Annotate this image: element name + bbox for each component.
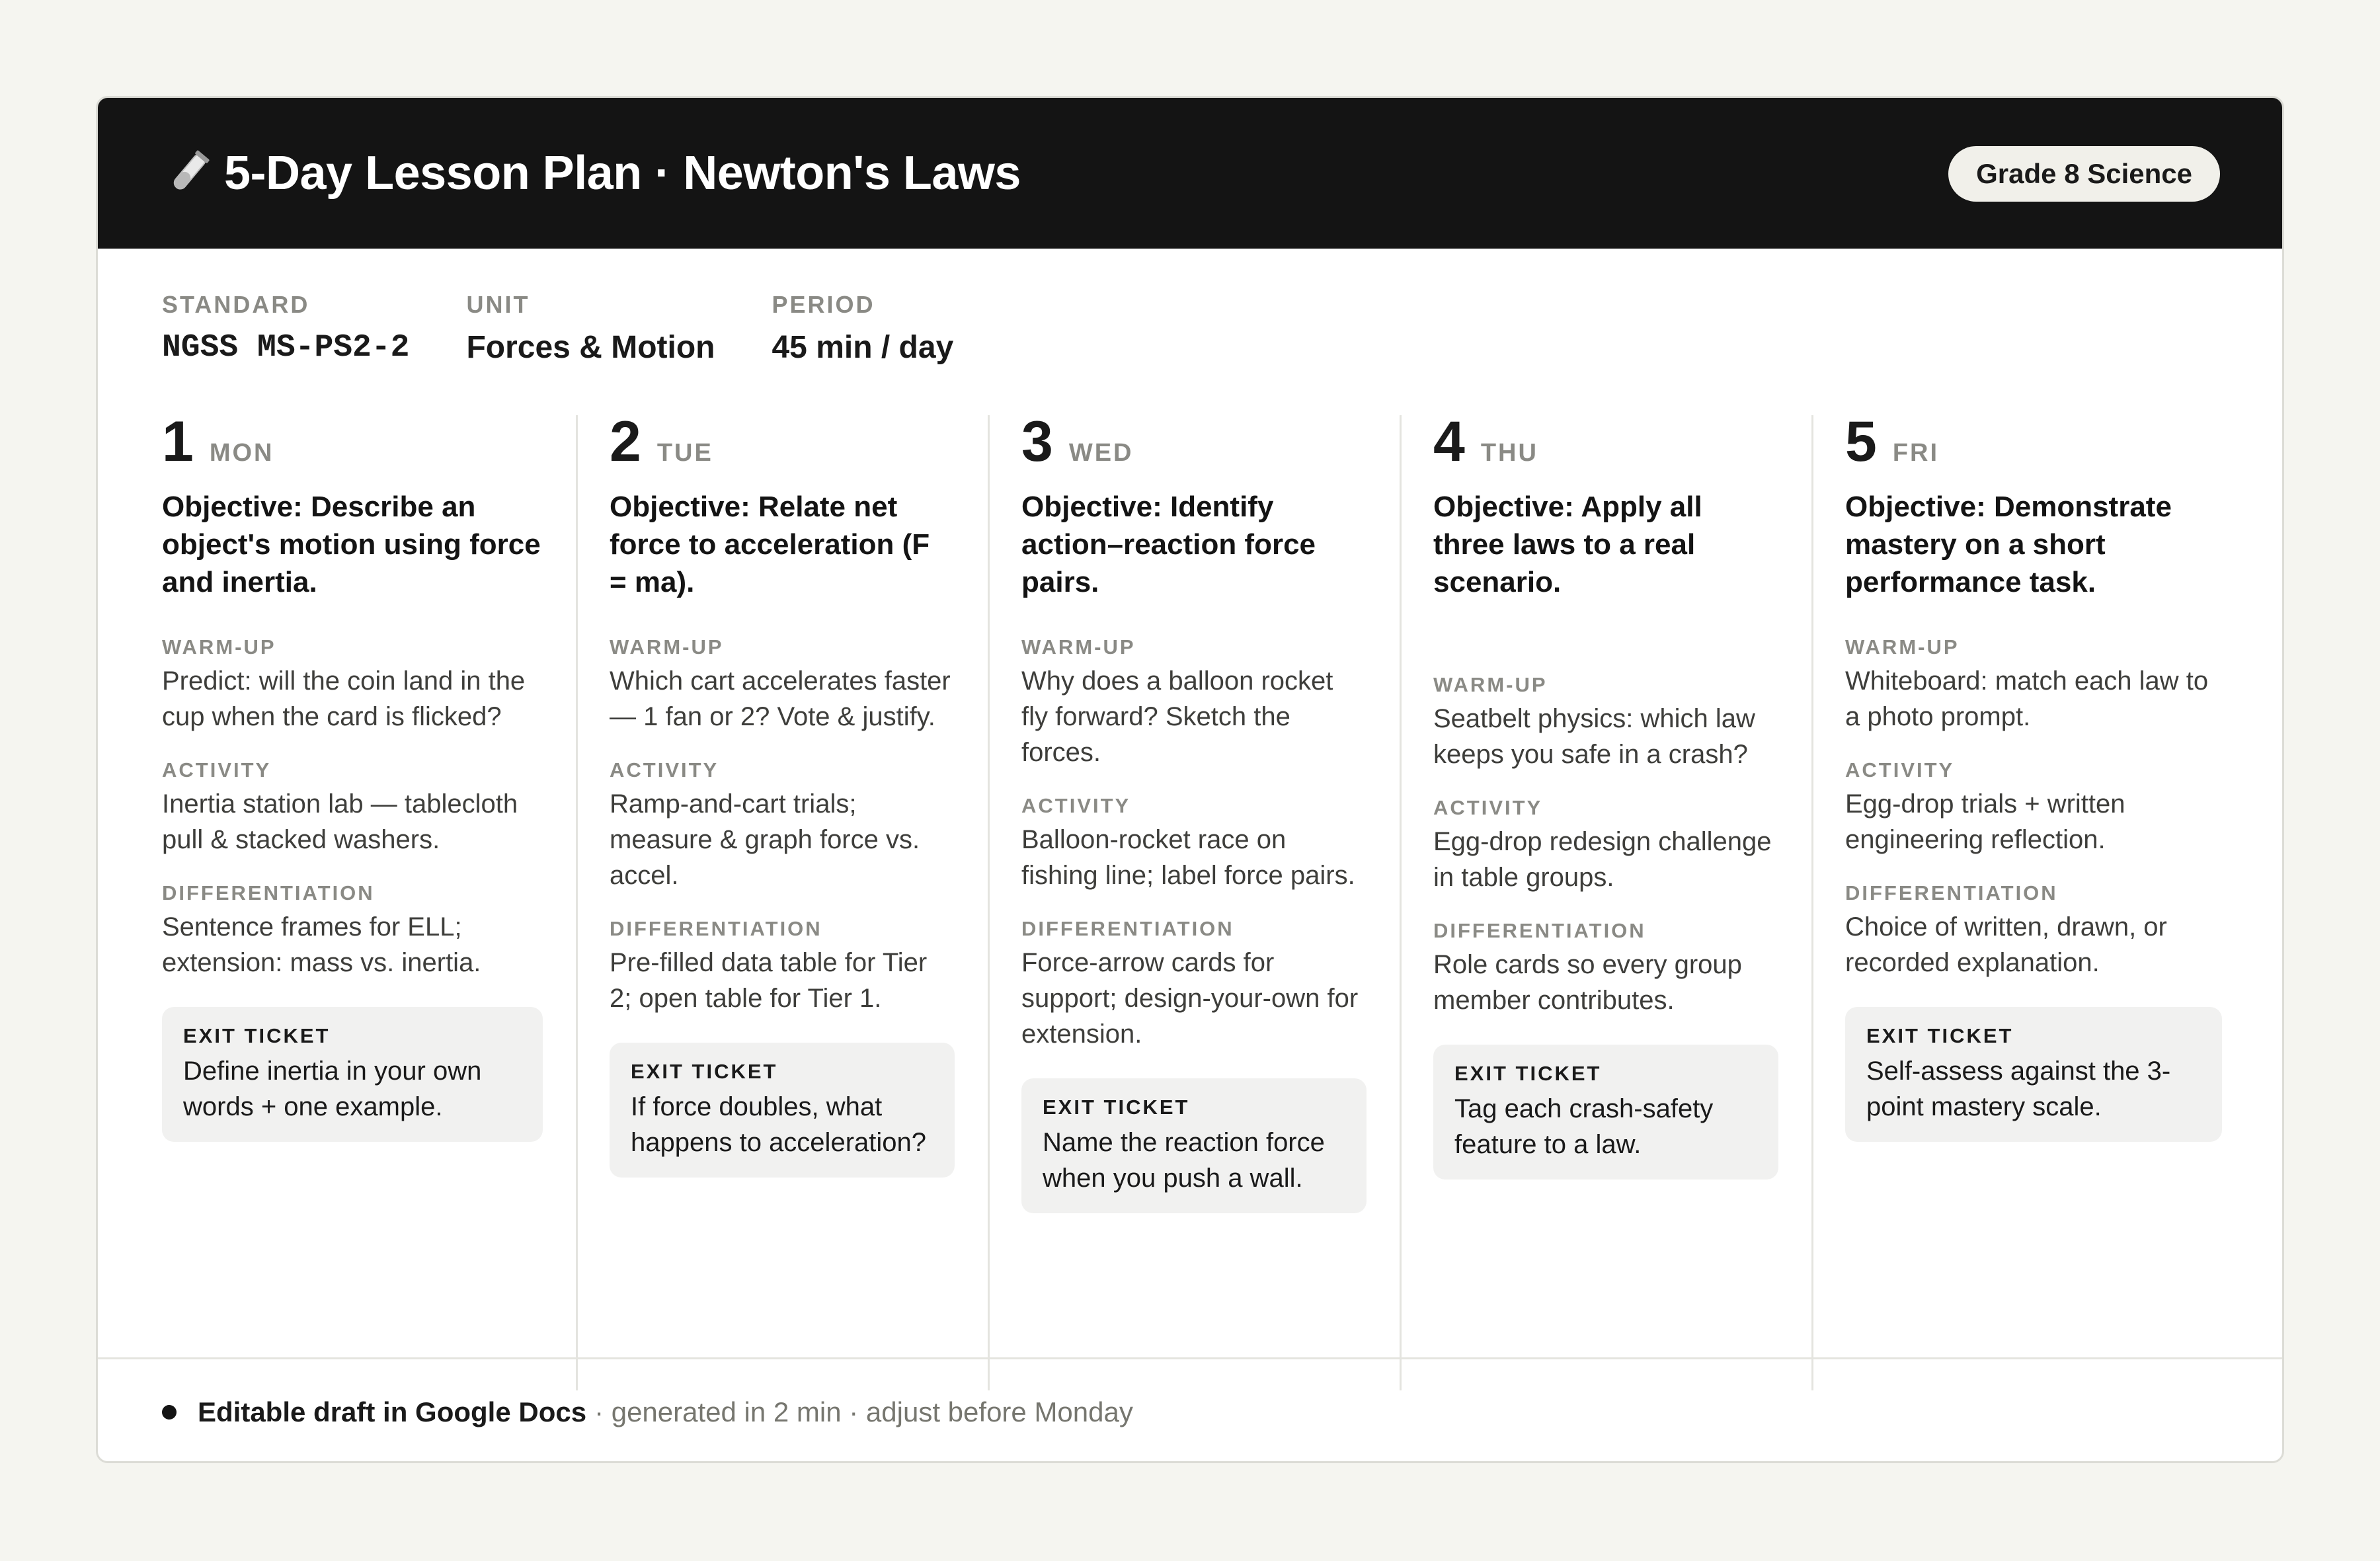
meta-standard: [162, 292, 409, 366]
meta-label: UNIT: [466, 291, 530, 318]
meta-value: NGSS MS-PS2-2: [162, 330, 410, 366]
warmup-section: [1021, 635, 1367, 770]
differentiation-text: Sentence frames for ELL; extension: mass vs. inertia.: [162, 912, 481, 977]
day-name: THU: [1480, 439, 1538, 467]
day-number: 4: [1433, 410, 1465, 473]
title-text: 5-Day Lesson Plan · Newton's Laws: [224, 147, 1021, 200]
day-heading: [1845, 410, 2222, 488]
exit-ticket: [610, 1043, 955, 1178]
day-columns: [162, 410, 2222, 1390]
warmup-section: [610, 635, 955, 735]
activity-section: [1433, 796, 1778, 895]
exit-ticket-text: If force doubles, what happens to acceleration?: [631, 1092, 926, 1157]
warmup-text: Seatbelt physics: which law keeps you safe in a crash?: [1433, 704, 1755, 769]
day-number: 5: [1845, 410, 1877, 473]
day-name: MON: [209, 439, 274, 467]
day-objective: Objective: Relate net force to acceleration (F = ma).: [610, 491, 930, 598]
footer-note: · generated in 2 min · adjust before Monday: [594, 1396, 1133, 1427]
activity-text: Balloon-rocket race on fishing line; label force pairs.: [1021, 825, 1355, 890]
day-objective: Objective: Demonstrate mastery on a short performance task.: [1845, 491, 2172, 598]
meta-value: Forces & Motion: [466, 330, 715, 365]
section-label: WARM-UP: [1021, 635, 1136, 659]
day-column-tue: [576, 410, 988, 1390]
exit-ticket-text: Self-assess against the 3-point mastery scale.: [1866, 1057, 2171, 1121]
day-column-wed: [988, 410, 1400, 1390]
section-label: WARM-UP: [610, 635, 724, 659]
section-label: DIFFERENTIATION: [1845, 881, 2058, 904]
day-heading: [1021, 410, 1367, 488]
section-label: DIFFERENTIATION: [1433, 919, 1646, 942]
activity-section: [1021, 794, 1367, 893]
activity-text: Egg-drop trials + written engineering reflection.: [1845, 789, 2125, 854]
day-column-mon: [162, 410, 576, 1390]
exit-ticket-text: Define inertia in your own words + one example.: [183, 1057, 482, 1121]
day-heading: [1433, 410, 1778, 488]
test-tube-icon: [162, 147, 215, 200]
differentiation-text: Force-arrow cards for support; design-your-own for extension.: [1021, 948, 1359, 1049]
warmup-text: Whiteboard: match each law to a photo prompt.: [1845, 666, 2209, 731]
warmup-section: [1433, 673, 1778, 772]
section-label: ACTIVITY: [1021, 794, 1131, 817]
warmup-text: Which cart accelerates faster — 1 fan or 2? Vote & justify.: [610, 666, 951, 731]
differentiation-section: [1845, 881, 2222, 981]
differentiation-section: [1021, 917, 1367, 1052]
day-name: WED: [1068, 439, 1134, 467]
day-number: 3: [1021, 410, 1053, 473]
footer-status: [162, 1359, 1133, 1463]
activity-section: [610, 758, 955, 893]
exit-ticket-text: Tag each crash-safety feature to a law.: [1454, 1094, 1714, 1159]
activity-section: [162, 758, 543, 858]
section-label: WARM-UP: [1845, 635, 1960, 659]
exit-ticket-label: EXIT TICKET: [1866, 1024, 2014, 1047]
differentiation-text: Choice of written, drawn, or recorded explanation.: [1845, 912, 2167, 977]
exit-ticket-label: EXIT TICKET: [183, 1024, 331, 1047]
meta-label: PERIOD: [772, 291, 875, 318]
exit-ticket-label: EXIT TICKET: [1454, 1062, 1602, 1085]
day-number: 2: [610, 410, 641, 473]
warmup-text: Predict: will the coin land in the cup when the card is flicked?: [162, 666, 526, 731]
day-column-thu: [1400, 410, 1811, 1390]
exit-ticket: [1433, 1045, 1778, 1180]
section-label: DIFFERENTIATION: [610, 917, 822, 940]
exit-ticket-text: Name the reaction force when you push a wall.: [1043, 1128, 1325, 1193]
activity-section: [1845, 758, 2222, 858]
exit-ticket-label: EXIT TICKET: [631, 1060, 778, 1083]
section-label: DIFFERENTIATION: [162, 881, 375, 904]
header-bar: [98, 98, 2282, 249]
meta-row: [162, 292, 1010, 366]
warmup-section: [1845, 635, 2222, 735]
section-label: WARM-UP: [162, 635, 276, 659]
day-name: TUE: [656, 439, 713, 467]
section-label: WARM-UP: [1433, 673, 1548, 696]
day-column-fri: [1811, 410, 2222, 1390]
differentiation-section: [1433, 919, 1778, 1018]
section-label: ACTIVITY: [610, 758, 719, 781]
activity-text: Inertia station lab — tablecloth pull & stacked washers.: [162, 789, 518, 854]
day-objective: Objective: Describe an object's motion using force and inertia.: [162, 491, 541, 598]
meta-label: STANDARD: [162, 291, 310, 318]
exit-ticket: [1021, 1078, 1367, 1213]
day-name: FRI: [1892, 439, 1940, 467]
section-label: ACTIVITY: [1845, 758, 1955, 781]
status-dot-icon: [162, 1405, 177, 1420]
activity-text: Egg-drop redesign challenge in table groups.: [1433, 827, 1772, 892]
lesson-plan-card: [96, 96, 2284, 1463]
warmup-text: Why does a balloon rocket fly forward? Sketch the forces.: [1021, 666, 1333, 767]
grade-badge: Grade 8 Science: [1948, 146, 2220, 202]
differentiation-section: [162, 881, 543, 981]
day-heading: [610, 410, 955, 488]
section-label: DIFFERENTIATION: [1021, 917, 1234, 940]
meta-unit: [466, 292, 715, 366]
differentiation-section: [610, 917, 955, 1016]
exit-ticket: [162, 1007, 543, 1142]
meta-period: [772, 292, 953, 366]
day-number: 1: [162, 410, 194, 473]
footer-doc-link[interactable]: Editable draft in Google Docs: [198, 1396, 587, 1427]
differentiation-text: Role cards so every group member contributes.: [1433, 950, 1742, 1015]
meta-value: 45 min / day: [772, 330, 954, 365]
activity-text: Ramp-and-cart trials; measure & graph force vs. accel.: [610, 789, 920, 890]
section-label: ACTIVITY: [162, 758, 272, 781]
warmup-section: [162, 635, 543, 735]
differentiation-text: Pre-filled data table for Tier 2; open table for Tier 1.: [610, 948, 928, 1013]
day-objective: Objective: Identify action–reaction force pairs.: [1021, 491, 1316, 598]
footer-bar: [98, 1357, 2282, 1463]
exit-ticket: [1845, 1007, 2222, 1142]
day-heading: [162, 410, 543, 488]
day-objective: Objective: Apply all three laws to a real scenario.: [1433, 491, 1702, 598]
page-title: [162, 98, 1021, 249]
section-label: ACTIVITY: [1433, 796, 1543, 819]
exit-ticket-label: EXIT TICKET: [1043, 1096, 1190, 1119]
